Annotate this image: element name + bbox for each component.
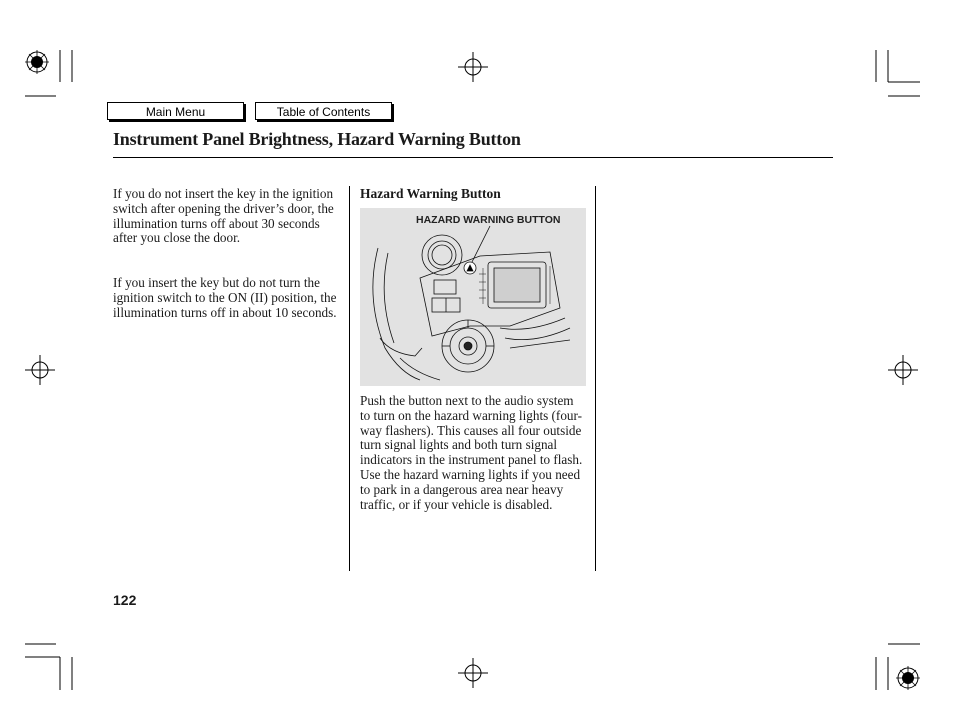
figure-callout-label: HAZARD WARNING BUTTON	[416, 214, 561, 226]
page-number: 122	[113, 592, 137, 608]
registration-target-top-left	[25, 50, 49, 74]
paragraph-illumination-key: If you insert the key but do not turn the ignition switch to the ON (II) position, the illumination turns off in about 10 seconds.	[113, 275, 337, 320]
hazard-button-illustration	[360, 208, 586, 386]
column-divider-left	[349, 186, 350, 571]
paragraph-hazard-instructions: Push the button next to the audio system to turn on the hazard warning lights (four-way flashers). This causes all four outside turn signal lights and both turn signal indicators in the instrument panel to flash. Use the hazard warning lights if you need to park in a dangerous area near heavy traffic, or if your vehicle is disabled.	[360, 393, 583, 512]
paragraph-illumination-door: If you do not insert the key in the ignition switch after opening the driver’s door, the illumination turns off about 30 seconds after you close the door.	[113, 186, 334, 246]
registration-target-bottom-right	[896, 666, 920, 690]
title-rule	[113, 157, 833, 158]
main-menu-button[interactable]: Main Menu	[107, 102, 244, 120]
section-heading-hazard: Hazard Warning Button	[360, 186, 501, 201]
dashboard-drawing	[360, 208, 586, 386]
page-title: Instrument Panel Brightness, Hazard Warning Button	[113, 129, 521, 149]
table-of-contents-button[interactable]: Table of Contents	[255, 102, 392, 120]
column-divider-right	[595, 186, 596, 571]
